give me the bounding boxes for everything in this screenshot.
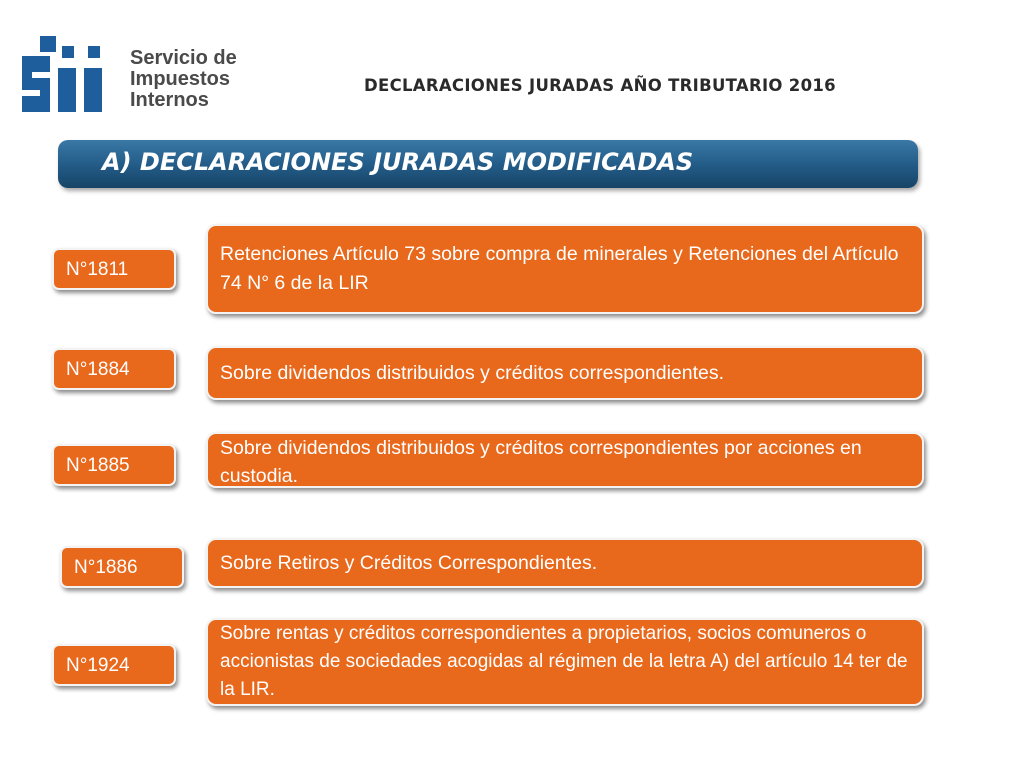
- form-description-1886: [206, 538, 924, 588]
- form-description-1885: [206, 432, 924, 488]
- form-description-text: Sobre Retiros y Créditos Correspondientes.: [220, 551, 598, 574]
- logo-line-3: Internos: [130, 89, 209, 111]
- section-title: A) DECLARACIONES JURADAS MODIFICADAS: [102, 148, 694, 176]
- form-number-1884: N°1884: [52, 348, 176, 390]
- form-description-text: Sobre dividendos distribuidos y créditos correspondientes por acciones en custodia.: [220, 437, 862, 487]
- form-number-1885: N°1885: [52, 444, 176, 486]
- logo-text: [130, 48, 237, 111]
- form-description-1811: [206, 224, 924, 314]
- page-title: DECLARACIONES JURADAS AÑO TRIBUTARIO 2016: [364, 76, 836, 95]
- sii-logo: [18, 34, 258, 124]
- form-number-1811: N°1811: [52, 248, 176, 290]
- form-number-1886: N°1886: [60, 546, 184, 588]
- form-description-1884: [206, 346, 924, 400]
- logo-line-2: Impuestos: [130, 68, 231, 90]
- logo-line-1: Servicio de: [130, 47, 237, 69]
- section-banner: [58, 140, 918, 188]
- form-description-text: Retenciones Artículo 73 sobre compra de minerales y Retenciones del Artículo 74 N° 6 de la LIR: [220, 243, 899, 294]
- form-description-text: Sobre rentas y créditos correspondientes a propietarios, socios comuneros o accionistas de sociedades acogidas al régimen de la letra A) del artículo 14 ter de la LIR.: [220, 623, 908, 700]
- form-description-1924: [206, 618, 924, 706]
- form-description-text: Sobre dividendos distribuidos y créditos correspondientes.: [220, 361, 725, 384]
- sii-logo-icon: [18, 34, 118, 124]
- form-number-1924: N°1924: [52, 644, 176, 686]
